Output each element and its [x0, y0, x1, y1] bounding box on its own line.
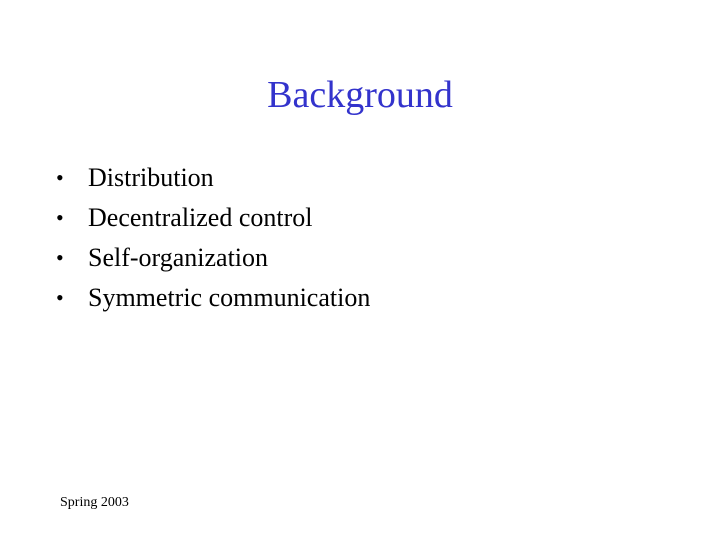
slide-title: Background	[267, 74, 453, 116]
bullet-icon: •	[56, 245, 64, 270]
bullet-icon: •	[56, 205, 64, 230]
slide-footer: Spring 2003	[60, 495, 129, 510]
bullet-icon: •	[56, 165, 64, 190]
bullet-text: Decentralized control	[88, 203, 313, 232]
bullet-text: Symmetric communication	[88, 283, 371, 312]
bullet-text: Self-organization	[88, 243, 269, 272]
bullet-text: Distribution	[88, 163, 214, 192]
bullet-icon: •	[56, 285, 64, 310]
